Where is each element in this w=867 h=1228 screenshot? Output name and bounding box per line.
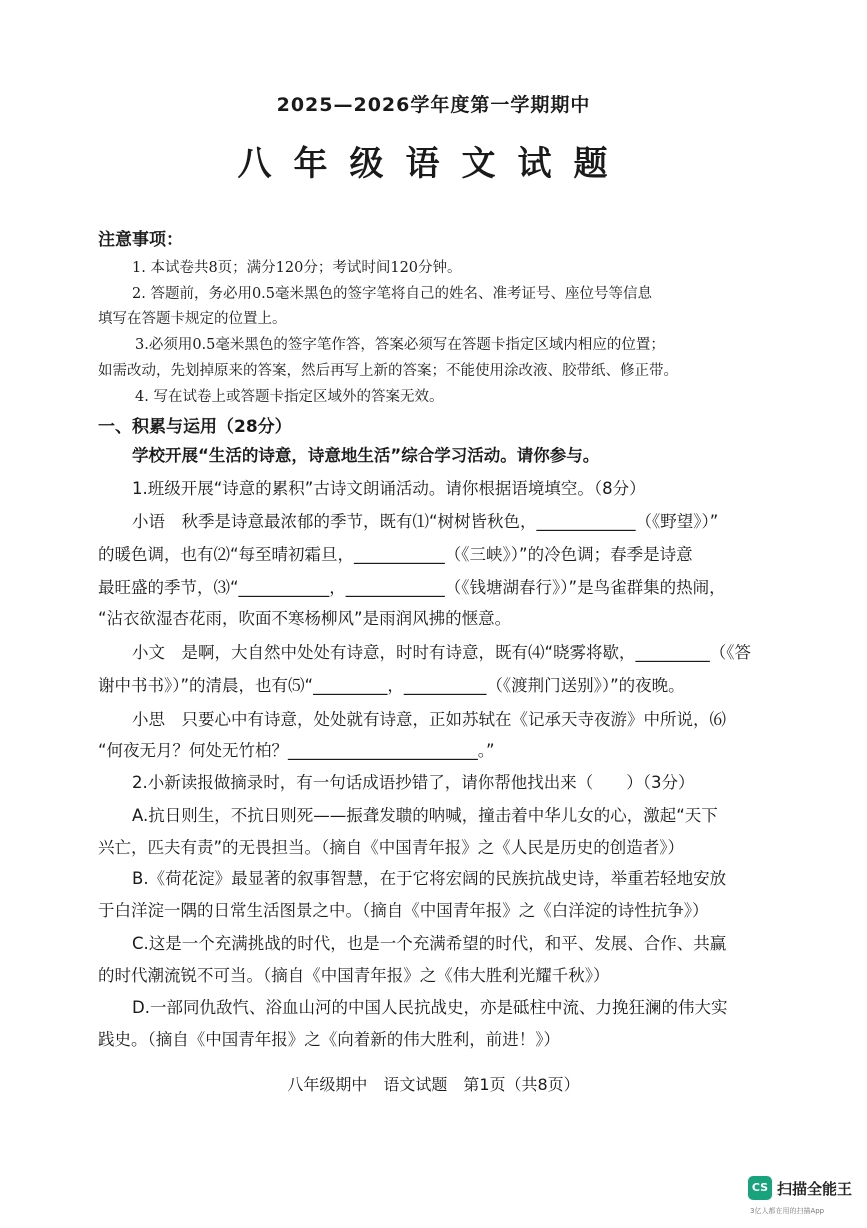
section-intro: 学校开展“生活的诗意，诗意地生活”综合学习活动。请你参与。 xyxy=(132,446,600,465)
notice-line: 3.必须用0.5毫米黑色的签字笔作答，答案必须写在答题卡指定区域内相应的位置； xyxy=(135,337,665,353)
notice-line: 填写在答题卡规定的位置上。 xyxy=(98,311,287,327)
question-1-line: “沾衣欲湿杏花雨，吹面不寒杨柳风”是雨润风拂的惬意。 xyxy=(98,609,512,628)
notice-line: 1. 本试卷共8页；满分120分；考试时间120分钟。 xyxy=(132,260,462,276)
notice-line: 4. 写在试卷上或答题卡指定区域外的答案无效。 xyxy=(135,389,444,405)
question-1-line: 的暖色调，也有⑵“每至晴初霜旦，___________（《三峡》）”的冷色调；春季是诗意 xyxy=(98,545,693,564)
section-heading: 一、积累与运用（28分） xyxy=(98,417,292,437)
question-2-stem: 2.小新读报做摘录时，有一句话成语抄错了，请你帮他找出来（ ）（3分） xyxy=(132,773,695,792)
watermark-tagline: 3亿人都在用的扫描App xyxy=(750,1207,825,1215)
exam-subtitle: 2025—2026学年度第一学期期中 xyxy=(276,94,591,116)
question-2-option-a: 兴亡，匹夫有责”的无畏担当。（摘自《中国青年报》之《人民是历史的创造者》） xyxy=(98,838,685,857)
question-2-option-c: C.这是一个充满挑战的时代，也是一个充满希望的时代，和平、发展、合作、共赢 xyxy=(132,934,727,953)
question-1-line: 小语 秋季是诗意最浓郁的季节，既有⑴“树树皆秋色，____________（《野望》）” xyxy=(132,512,719,531)
question-1-line: 谢中书书》）”的清晨，也有⑸“_________，__________（《渡荆门送别》）”的夜晚。 xyxy=(98,676,685,695)
camscanner-logo-icon: CS xyxy=(748,1176,772,1200)
question-1-stem: 1.班级开展“诗意的累积”古诗文朗诵活动。请你根据语境填空。（8分） xyxy=(132,479,646,498)
question-2-option-a: A.抗日则生，不抗日则死——振聋发聩的呐喊，撞击着中华儿女的心，激起“天下 xyxy=(132,806,718,825)
question-1-line: 小思 只要心中有诗意，处处就有诗意，正如苏轼在《记承天寺夜游》中所说，⑹ xyxy=(132,710,726,729)
question-1-line: 最旺盛的季节，⑶“___________，____________（《钱塘湖春行》）”是鸟雀群集的热闹， xyxy=(98,578,726,597)
question-2-option-b: 于白洋淀一隅的日常生活图景之中。（摘自《中国青年报》之《白洋淀的诗性抗争》） xyxy=(98,901,709,920)
page-footer: 八年级期中 语文试题 第1页（共8页） xyxy=(287,1075,580,1094)
question-2-option-c: 的时代潮流锐不可当。（摘自《中国青年报》之《伟大胜利光耀千秋》） xyxy=(98,966,610,985)
question-2-option-b: B.《荷花淀》最显著的叙事智慧，在于它将宏阔的民族抗战史诗，举重若轻地安放 xyxy=(132,869,727,888)
question-2-option-d: D.一部同仇敌忾、浴血山河的中国人民抗战史，亦是砥柱中流、力挽狂澜的伟大实 xyxy=(132,998,728,1017)
notice-line: 如需改动，先划掉原来的答案，然后再写上新的答案；不能使用涂改液、胶带纸、修正带。 xyxy=(98,363,678,379)
exam-title: 八年级语文试题 xyxy=(237,144,630,184)
question-2-option-d: 践史。（摘自《中国青年报》之《向着新的伟大胜利，前进！》） xyxy=(98,1030,560,1049)
notice-heading: 注意事项： xyxy=(98,230,183,250)
question-1-line: 小文 是啊，大自然中处处有诗意，时时有诗意，既有⑷“晓雾将歇，_________（《答 xyxy=(132,643,752,662)
notice-line: 2. 答题前，务必用0.5毫米黑色的签字笔将自己的姓名、准考证号、座位号等信息 xyxy=(132,286,653,302)
watermark-name: 扫描全能王 xyxy=(777,1180,853,1198)
question-1-line: “何夜无月？何处无竹柏？_______________________。” xyxy=(98,741,495,760)
scanner-watermark xyxy=(748,1176,858,1220)
